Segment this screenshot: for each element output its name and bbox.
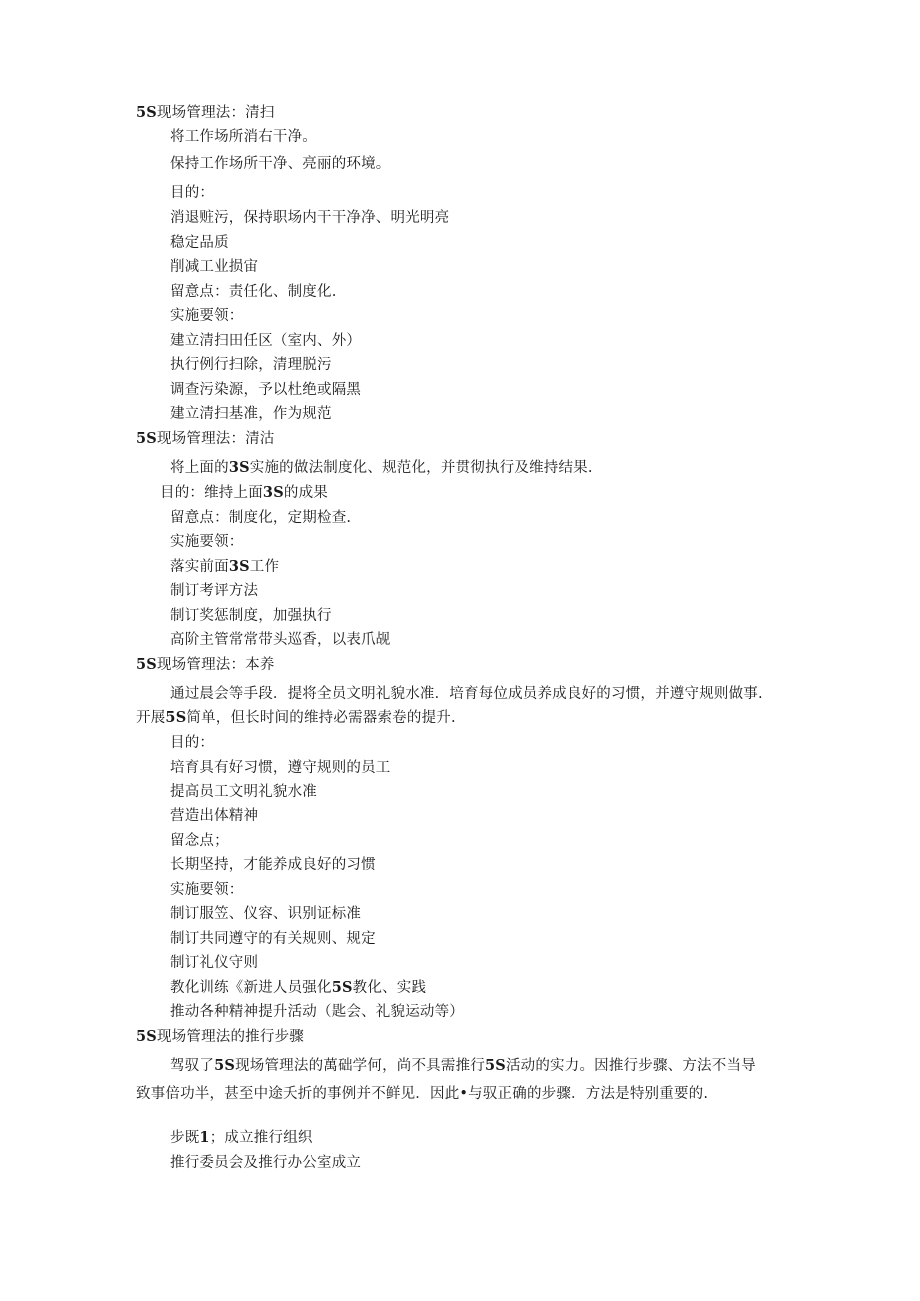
section-heading-seiketsu: 5S现场管理法：清沽 xyxy=(136,430,275,447)
step-heading: 步既1；成立推行组织 xyxy=(170,1129,313,1146)
text-line: 实施要领： xyxy=(170,534,244,550)
text-line: 高阶主管常常带头巡香，以表爪觇 xyxy=(170,632,391,648)
text-line: 推动各种精神提升活动（匙会、礼貌运动等） xyxy=(170,1004,464,1020)
text-line: 制订共同遵守的有关规则、规定 xyxy=(170,931,376,947)
text-line: 制订奖惩制度，加强执行 xyxy=(170,608,332,624)
text-line: 长期坚持，才能养成良好的习惯 xyxy=(170,857,376,873)
text-line: 消退赃污，保持职场内干干净净、明光明亮 xyxy=(170,210,450,226)
text-line: 通过晨会等手段．提将全员文明礼貌水准．培育每位成员养成良好的习惯，并遵守规则做事. xyxy=(170,686,763,702)
text-line: 制订服笠、仪容、识别证标准 xyxy=(170,906,362,922)
text-line: 削减工业损宙 xyxy=(170,259,259,275)
text-line: 落实前面3S工作 xyxy=(170,558,280,575)
text-line: 提高员工文明礼貌水准 xyxy=(170,784,317,800)
text-line: 实施要领： xyxy=(170,882,244,898)
section-heading-shitsuke: 5S现场管理法：本养 xyxy=(136,656,275,673)
section-heading-seiso: 5S现场管理法：清扫 xyxy=(136,104,275,121)
text-line: 培育具有好习惯，遵守规则的员工 xyxy=(170,760,391,776)
text-line: 驾驭了5S现场管理法的萬础学何，尚不具需推行5S活动的实力。因推行步骤、方法不当导 xyxy=(170,1057,756,1074)
text-line: 推行委员会及推行办公室成立 xyxy=(170,1155,362,1171)
text-line: 建立清扫基准，作为规范 xyxy=(170,406,332,422)
text-line: 稳定品质 xyxy=(170,235,229,251)
text-line: 实施要领： xyxy=(170,308,244,324)
text-line: 目的：维持上面3S的成果 xyxy=(160,484,328,501)
text-line: 制订考评方法 xyxy=(170,583,259,599)
text-line: 致事倍功半，甚至中途夭折的事例并不鲜见．因此•与驭正确的步骤．方法是特别重要的. xyxy=(136,1086,709,1102)
section-heading-steps: 5S现场管理法的推行步骤 xyxy=(136,1028,304,1045)
text-line: 教化训练《新进人员强化5S教化、实践 xyxy=(170,979,427,996)
text-line: 建立清扫田任区（室内、外） xyxy=(170,333,362,349)
text-line: 执行例行扫除，清理脱污 xyxy=(170,357,332,373)
text-line: 目的： xyxy=(170,735,215,751)
text-line: 将上面的3S实施的做法制度化、规范化，并贯彻执行及维持结果. xyxy=(170,459,593,476)
text-line: 目的： xyxy=(170,185,215,201)
text-line: 留念点； xyxy=(170,833,229,849)
text-line: 制订礼仪守则 xyxy=(170,955,259,971)
text-line: 调查污染源，予以杜绝或隔黑 xyxy=(170,382,362,398)
text-line: 留意点：责任化、制度化. xyxy=(170,284,337,300)
text-line: 将工作场所消右干净。 xyxy=(170,129,317,145)
text-line: 留意点：制度化，定期检查. xyxy=(170,510,352,526)
text-line: 开展5S简单，但长时间的维持必需器索卷的提升. xyxy=(136,709,456,726)
text-line: 保持工作场所干净、亮丽的环境。 xyxy=(170,156,391,172)
text-line: 营造出体精神 xyxy=(170,808,259,824)
